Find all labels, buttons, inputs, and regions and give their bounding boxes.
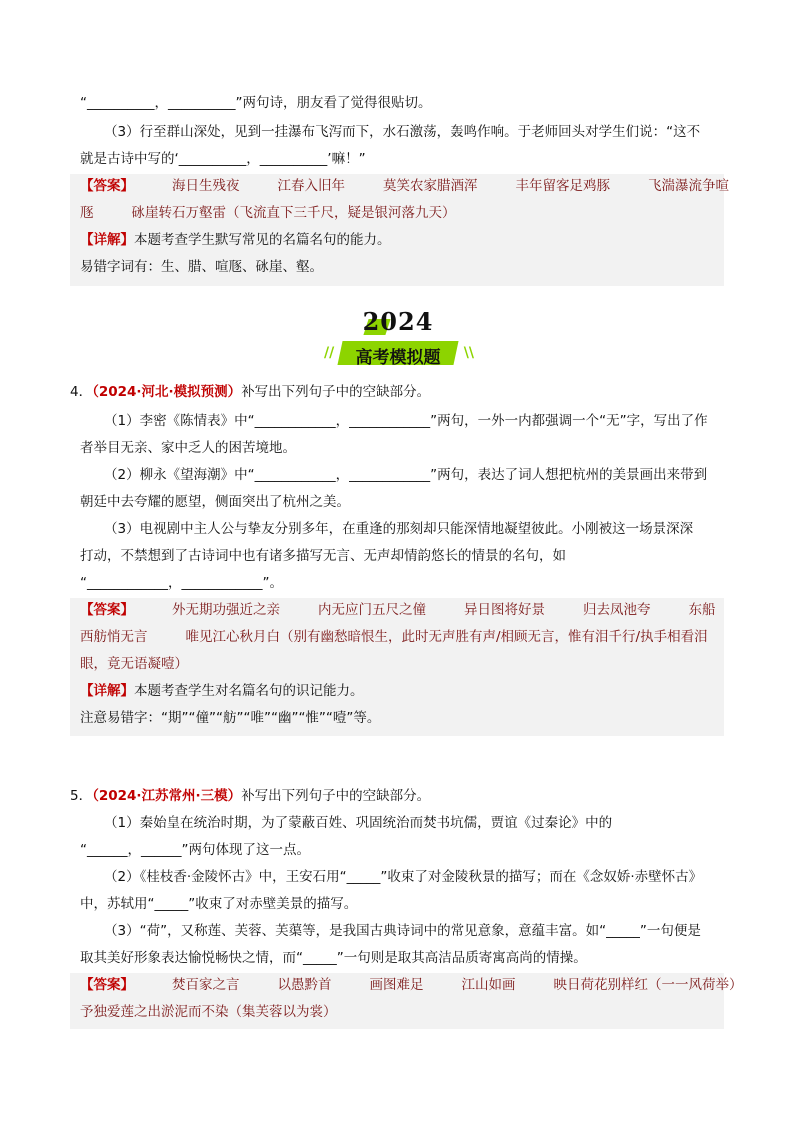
q5-part1-line-2: “______，______”两句体现了这一点。 bbox=[80, 842, 310, 858]
q5-answer-line-1 bbox=[80, 974, 743, 996]
answer-label: 【答案】 bbox=[80, 178, 134, 194]
answer-item: 豗 bbox=[80, 205, 94, 221]
answer-item: 唯见江心秋月白（别有幽愁暗恨生，此时无声胜有声/相顾无言，惟有泪千行/执手相看泪 bbox=[185, 629, 708, 645]
q4-part2-line-2: 朝廷中去夸耀的愿望，侧面突出了杭州之美。 bbox=[80, 494, 350, 510]
question-source: （2024·江苏常州·三模） bbox=[92, 788, 242, 804]
q4-answer-line-3 bbox=[80, 653, 188, 675]
q3-answer-line-2 bbox=[80, 202, 456, 224]
answer-item: 焚百家之言 bbox=[172, 977, 240, 993]
answer-item: 画图难足 bbox=[369, 977, 424, 993]
answer-item: 予独爱莲之出淤泥而不染（集芙蓉以为裳） bbox=[80, 1004, 337, 1020]
detail-text: 本题考查学生对名篇名句的识记能力。 bbox=[134, 683, 364, 699]
answer-item: 飞湍瀑流争喧 bbox=[648, 178, 729, 194]
answer-item: 以愚黔首 bbox=[277, 977, 332, 993]
question-source: （2024·河北·模拟预测） bbox=[92, 384, 242, 400]
answer-item: 外无期功强近之亲 bbox=[172, 602, 280, 618]
q3-part3-line-2: 就是古诗中写的‘__________，__________’嘛！” bbox=[80, 151, 366, 167]
q4-part1-line-1: （1）李密《陈情表》中“____________，____________”两句，一外一内都强调一个“无”字，写出了作 bbox=[104, 413, 708, 429]
slash-decoration-left: // bbox=[324, 345, 335, 361]
q3-answer-line-1 bbox=[80, 175, 729, 197]
detail-label: 【详解】 bbox=[80, 683, 134, 699]
q4-stem bbox=[70, 381, 430, 403]
answer-item: 砯崖转石万壑雷（飞流直下三千尺，疑是银河落九天） bbox=[131, 205, 456, 221]
section-heading bbox=[324, 305, 474, 368]
q4-part2-line-1: （2）柳永《望海潮》中“____________，____________”两句，表达了词人想把杭州的美景画出来带到 bbox=[104, 467, 708, 483]
detail-text: 本题考查学生默写常见的名篇名句的能力。 bbox=[134, 232, 391, 248]
answer-item: 江春入旧年 bbox=[277, 178, 345, 194]
section-title: 高考模拟题 bbox=[355, 348, 441, 368]
answer-item: 丰年留客足鸡豚 bbox=[515, 178, 610, 194]
q3-line-1: “__________，__________”两句诗，朋友看了觉得很贴切。 bbox=[80, 95, 432, 111]
answer-label: 【答案】 bbox=[80, 977, 134, 993]
answer-item: 东船 bbox=[688, 602, 716, 618]
q3-detail bbox=[80, 229, 391, 251]
q4-note: 注意易错字：“期”“僮”“舫”“唯”“幽”“惟”“噎”等。 bbox=[80, 710, 381, 726]
slash-decoration-right: \\ bbox=[463, 345, 474, 361]
answer-item: 海日生残夜 bbox=[172, 178, 240, 194]
answer-item: 莫笑农家腊酒浑 bbox=[383, 178, 478, 194]
q4-part3-line-1: （3）电视剧中主人公与挚友分别多年，在重逢的那刻却只能深情地凝望彼此。小刚被这一场景深深 bbox=[104, 521, 694, 537]
q3-note: 易错字词有：生、腊、喧豗、砯崖、壑。 bbox=[80, 259, 323, 275]
q5-part3-line-1: （3）“荷”，又称莲、芙蓉、芙蕖等，是我国古典诗词中的常见意象，意蕴丰富。如“_____”一句便是 bbox=[104, 923, 701, 939]
question-stem: 补写出下列句子中的空缺部分。 bbox=[241, 788, 431, 804]
question-number: 4． bbox=[70, 384, 93, 400]
q4-detail bbox=[80, 680, 364, 702]
answer-item: 异日图将好景 bbox=[464, 602, 545, 618]
q4-part3-line-2: 打动，不禁想到了古诗词中也有诸多描写无言、无声却情韵悠长的情景的名句，如 bbox=[80, 548, 566, 564]
q5-part1-line-1: （1）秦始皇在统治时期，为了蒙蔽百姓、巩固统治而焚书坑儒，贾谊《过秦论》中的 bbox=[104, 815, 613, 831]
question-stem: 补写出下列句子中的空缺部分。 bbox=[241, 384, 431, 400]
q3-part3-line-1: （3）行至群山深处，见到一挂瀑布飞泻而下，水石激荡，轰鸣作响。于老师回头对学生们说：“这不 bbox=[104, 124, 701, 140]
q4-answer-line-2 bbox=[80, 626, 708, 648]
answer-item: 江山如画 bbox=[461, 977, 516, 993]
answer-label: 【答案】 bbox=[80, 602, 134, 618]
q5-stem bbox=[70, 785, 430, 807]
q5-answer-line-2 bbox=[80, 1001, 337, 1023]
q5-part3-line-2: 取其美好形象表达愉悦畅快之情，而“_____”一句则是取其高洁品质寄寓高尚的情操。 bbox=[80, 950, 587, 966]
answer-item: 映日荷花别样红（一一风荷举） bbox=[553, 977, 743, 993]
answer-item: 西舫悄无言 bbox=[80, 629, 148, 645]
question-number: 5． bbox=[70, 788, 93, 804]
section-year: 2024 bbox=[362, 307, 434, 336]
q4-part3-line-3: “____________，____________”。 bbox=[80, 575, 283, 591]
q5-part2-line-1: （2）《桂枝香·金陵怀古》中，王安石用“_____”收束了对金陵秋景的描写；而在《念奴娇·赤壁怀古》 bbox=[104, 869, 703, 885]
detail-label: 【详解】 bbox=[80, 232, 134, 248]
q4-part1-line-2: 者举目无亲、家中乏人的困苦境地。 bbox=[80, 440, 296, 456]
q5-part2-line-2: 中，苏轼用“_____”收束了对赤壁美景的描写。 bbox=[80, 896, 358, 912]
q4-answer-line-1 bbox=[80, 599, 716, 621]
answer-item: 归去凤池夸 bbox=[583, 602, 651, 618]
answer-item: 眼，竟无语凝噎） bbox=[80, 656, 188, 672]
answer-item: 内无应门五尺之僮 bbox=[318, 602, 426, 618]
